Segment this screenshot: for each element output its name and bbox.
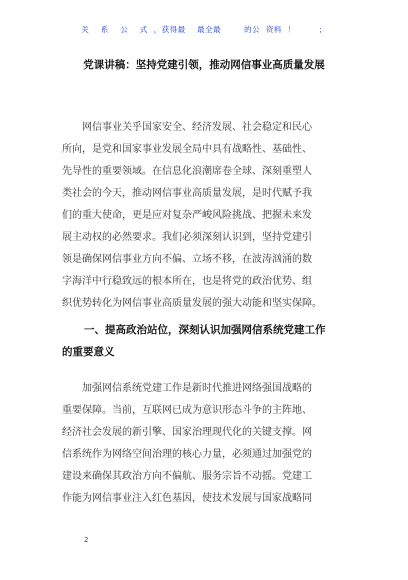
- page-header-banner: 关 系 公 式 ，获得最 最全最 的公 资料 ！ ；: [81, 25, 327, 34]
- page-number: 2: [84, 536, 89, 544]
- heading-line: 一、提高政治站位，深刻认识加强网信系统党建工作: [84, 324, 326, 336]
- text-line: 领是确保网信事业方向不偏、立场不移，在波涛汹涌的数: [62, 254, 312, 265]
- text-line: 经济社会发展的新引擎、国家治理现代化的关键支撑。网: [62, 427, 312, 438]
- heading-line: 的重要意义: [62, 346, 115, 358]
- text-line: 们的重大使命，更是应对复杂严峻风险挑战、把握未来发: [62, 210, 312, 221]
- text-line: 加强网信系统党建工作是新时代推进网络强国战略的: [82, 383, 312, 394]
- paragraph-intro: [62, 117, 344, 315]
- text-line: 类社会的今天，推动网信事业高质量发展，是时代赋予我: [62, 188, 312, 199]
- text-line: 织优势转化为网信事业高质量发展的强大动能和坚实保障。: [62, 298, 322, 309]
- document-title: 党课讲稿：坚持党建引领，推动网信事业高质量发展: [83, 59, 325, 71]
- text-line: 所向，是党和国家事业发展全局中具有战略性、基础性、: [62, 144, 312, 155]
- text-line: 先导性的重要领域。在信息化浪潮席卷全球、深刻重塑人: [62, 166, 312, 177]
- text-line: 展主动权的必然要求。我们必须深刻认识到，坚持党建引: [62, 232, 312, 243]
- text-line: 重要保障。当前，互联网已成为意识形态斗争的主阵地、: [62, 405, 312, 416]
- text-line: 作能为网信事业注入红色基因，使技术发展与国家战略同: [62, 493, 312, 504]
- paragraph-section-1: [62, 378, 344, 510]
- section-heading-1: [62, 319, 344, 363]
- text-line: 网信事业关乎国家安全、经济发展、社会稳定和民心: [82, 122, 312, 133]
- text-line: 信系统作为网络空间治理的核心力量，必须通过加强党的: [62, 449, 312, 460]
- text-line: 字海洋中行稳致远的根本所在，也是将党的政治优势、组: [62, 276, 312, 287]
- text-line: 建设来确保其政治方向不偏航、服务宗旨不动摇。党建工: [62, 471, 312, 482]
